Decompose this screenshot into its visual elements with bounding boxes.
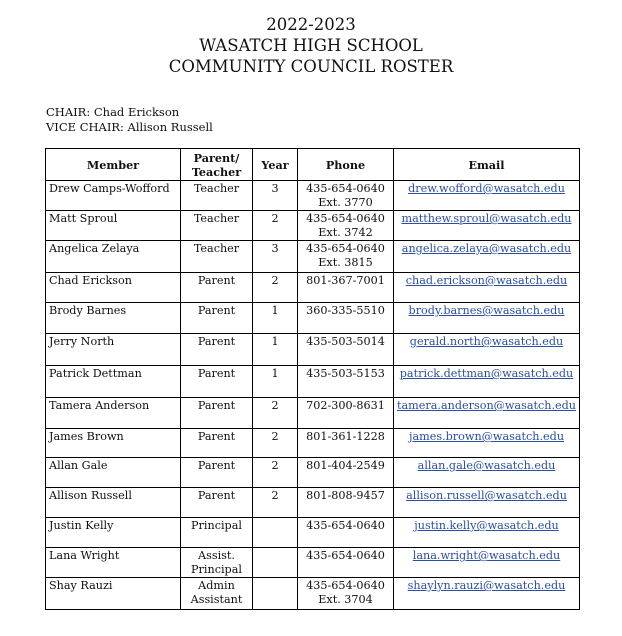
table-row — [46, 458, 580, 488]
email-link[interactable]: justin.kelly@wasatch.edu — [414, 519, 559, 532]
role-cell — [181, 458, 253, 488]
phone-extension: Ext. 3742 — [318, 226, 373, 239]
phone-number: 435-654-0640 — [306, 212, 385, 225]
email-cell — [394, 211, 580, 241]
email-link[interactable]: patrick.dettman@wasatch.edu — [399, 367, 574, 380]
member-name: Brody Barnes — [49, 304, 127, 317]
phone-extension: Ext. 3815 — [318, 256, 373, 269]
phone-cell — [298, 488, 394, 518]
member-name: Matt Sproul — [49, 212, 118, 225]
email-link[interactable]: brody.barnes@wasatch.edu — [408, 304, 565, 317]
email-link[interactable]: tamera.anderson@wasatch.edu — [397, 399, 577, 412]
email-cell — [394, 458, 580, 488]
phone-number: 435-654-0640 — [306, 579, 385, 592]
year-text: 2 — [271, 274, 279, 287]
table-row — [46, 578, 580, 610]
phone-cell — [298, 334, 394, 366]
role-text: Parent — [197, 459, 236, 472]
year-cell — [253, 273, 298, 303]
member-name: Angelica Zelaya — [49, 242, 140, 255]
role-text: Admin — [198, 579, 235, 592]
role-text: Teacher — [193, 182, 240, 195]
year-cell — [253, 211, 298, 241]
role-cell — [181, 303, 253, 334]
table-row — [46, 488, 580, 518]
year-cell — [253, 548, 298, 578]
member-cell — [46, 548, 181, 578]
role-cell — [181, 398, 253, 429]
member-name: Patrick Dettman — [49, 367, 142, 380]
email-link[interactable]: lana.wright@wasatch.edu — [412, 549, 561, 562]
year-text: 1 — [271, 367, 279, 380]
member-name: Tamera Anderson — [49, 399, 150, 412]
phone-number: 435-503-5014 — [306, 335, 385, 348]
year-cell — [253, 303, 298, 334]
member-cell — [46, 518, 181, 548]
year-text: 2 — [271, 212, 279, 225]
member-name: Shay Rauzi — [49, 579, 113, 592]
year-text: 2 — [271, 489, 279, 502]
phone-cell — [298, 181, 394, 211]
role-cell — [181, 366, 253, 398]
email-cell — [394, 578, 580, 610]
phone-number: 435-654-0640 — [306, 242, 385, 255]
phone-number: 801-404-2549 — [306, 459, 385, 472]
member-name: Justin Kelly — [49, 519, 114, 532]
role-text: Parent — [197, 335, 236, 348]
year-text: 3 — [271, 242, 279, 255]
member-cell — [46, 398, 181, 429]
table-row — [46, 398, 580, 429]
year-cell — [253, 334, 298, 366]
school-year: 2022-2023 — [266, 15, 356, 34]
role-text: Teacher — [193, 212, 240, 225]
role-cell — [181, 241, 253, 273]
year-cell — [253, 488, 298, 518]
role-cell — [181, 211, 253, 241]
role-cell — [181, 488, 253, 518]
member-cell — [46, 181, 181, 211]
table-row — [46, 241, 580, 273]
phone-cell — [298, 273, 394, 303]
phone-number: 801-808-9457 — [306, 489, 385, 502]
email-link[interactable]: shaylyn.rauzi@wasatch.edu — [407, 579, 566, 592]
header-row — [46, 149, 580, 181]
phone-cell — [298, 303, 394, 334]
email-cell — [394, 334, 580, 366]
member-cell — [46, 303, 181, 334]
member-cell — [46, 211, 181, 241]
role-cell — [181, 334, 253, 366]
table-row — [46, 334, 580, 366]
role-text: Parent — [197, 489, 236, 502]
document-title — [0, 14, 622, 77]
phone-number: 435-503-5153 — [306, 367, 385, 380]
roster-table — [45, 148, 580, 610]
role-cell — [181, 578, 253, 610]
table-row — [46, 548, 580, 578]
phone-cell — [298, 398, 394, 429]
member-name: James Brown — [49, 430, 124, 443]
role-text: Principal — [191, 519, 242, 532]
phone-number: 801-361-1228 — [306, 430, 385, 443]
phone-cell — [298, 241, 394, 273]
phone-number: 435-654-0640 — [306, 182, 385, 195]
email-link[interactable]: matthew.sproul@wasatch.edu — [401, 212, 572, 225]
phone-cell — [298, 366, 394, 398]
column-header-role: Parent/ Teacher — [181, 149, 253, 181]
member-cell — [46, 241, 181, 273]
role-cell — [181, 518, 253, 548]
role-text: Assist. — [198, 549, 235, 562]
member-name: Drew Camps-Wofford — [49, 182, 170, 195]
year-text: 1 — [271, 335, 279, 348]
role-text: Parent — [197, 399, 236, 412]
role-text: Parent — [197, 274, 236, 287]
member-name: Allan Gale — [49, 459, 108, 472]
email-cell — [394, 366, 580, 398]
email-cell — [394, 398, 580, 429]
email-link[interactable]: chad.erickson@wasatch.edu — [405, 274, 568, 287]
role-cell — [181, 181, 253, 211]
phone-number: 360-335-5510 — [306, 304, 385, 317]
phone-number: 435-654-0640 — [306, 549, 385, 562]
phone-number: 435-654-0640 — [306, 519, 385, 532]
email-link[interactable]: gerald.north@wasatch.edu — [409, 335, 564, 348]
member-cell — [46, 488, 181, 518]
member-cell — [46, 429, 181, 458]
phone-extension: Ext. 3704 — [318, 593, 373, 606]
phone-cell — [298, 578, 394, 610]
school-name: WASATCH HIGH SCHOOL — [199, 36, 423, 55]
year-text: 2 — [271, 459, 279, 472]
phone-cell — [298, 458, 394, 488]
member-name: Jerry North — [49, 335, 115, 348]
member-cell — [46, 366, 181, 398]
email-cell — [394, 181, 580, 211]
phone-cell — [298, 518, 394, 548]
year-text: 1 — [271, 304, 279, 317]
year-cell — [253, 181, 298, 211]
column-header-member: Member — [46, 149, 181, 181]
role-cell — [181, 548, 253, 578]
table-row — [46, 303, 580, 334]
role-cell — [181, 273, 253, 303]
email-link[interactable]: drew.wofford@wasatch.edu — [408, 182, 565, 195]
member-name: Allison Russell — [49, 489, 132, 502]
year-cell — [253, 366, 298, 398]
chair-line: CHAIR: Chad Erickson — [46, 105, 180, 119]
phone-cell — [298, 211, 394, 241]
column-header-phone: Phone — [298, 149, 394, 181]
table-row — [46, 273, 580, 303]
role-text: Teacher — [193, 242, 240, 255]
roster-body — [46, 181, 580, 610]
email-link[interactable]: allison.russell@wasatch.edu — [406, 489, 567, 502]
table-row — [46, 518, 580, 548]
phone-number: 801-367-7001 — [306, 274, 385, 287]
email-cell — [394, 303, 580, 334]
year-text: 3 — [271, 182, 279, 195]
column-header-email: Email — [394, 149, 580, 181]
phone-cell — [298, 548, 394, 578]
year-cell — [253, 458, 298, 488]
table-row — [46, 429, 580, 458]
phone-number: 702-300-8631 — [306, 399, 385, 412]
year-cell — [253, 518, 298, 548]
email-link[interactable]: angelica.zelaya@wasatch.edu — [401, 242, 572, 255]
member-cell — [46, 273, 181, 303]
vice-chair-line: VICE CHAIR: Allison Russell — [46, 120, 213, 134]
email-cell — [394, 273, 580, 303]
table-row — [46, 181, 580, 211]
email-cell — [394, 548, 580, 578]
phone-extension: Ext. 3770 — [318, 196, 373, 209]
year-cell — [253, 398, 298, 429]
role-text: Parent — [197, 304, 236, 317]
year-text: 2 — [271, 430, 279, 443]
roster-title: COMMUNITY COUNCIL ROSTER — [168, 57, 454, 76]
table-row — [46, 211, 580, 241]
email-cell — [394, 241, 580, 273]
member-cell — [46, 334, 181, 366]
role-text-line2: Principal — [191, 563, 242, 576]
email-cell — [394, 429, 580, 458]
role-text-line2: Assistant — [190, 593, 243, 606]
email-cell — [394, 488, 580, 518]
member-name: Chad Erickson — [49, 274, 132, 287]
role-text: Parent — [197, 430, 236, 443]
role-cell — [181, 429, 253, 458]
officers-block — [46, 105, 213, 135]
member-cell — [46, 458, 181, 488]
year-cell — [253, 578, 298, 610]
member-name: Lana Wright — [49, 549, 120, 562]
email-cell — [394, 518, 580, 548]
year-cell — [253, 429, 298, 458]
year-text: 2 — [271, 399, 279, 412]
phone-cell — [298, 429, 394, 458]
member-cell — [46, 578, 181, 610]
email-link[interactable]: allan.gale@wasatch.edu — [417, 459, 556, 472]
table-row — [46, 366, 580, 398]
year-cell — [253, 241, 298, 273]
email-link[interactable]: james.brown@wasatch.edu — [408, 430, 565, 443]
column-header-year: Year — [253, 149, 298, 181]
role-text: Parent — [197, 367, 236, 380]
